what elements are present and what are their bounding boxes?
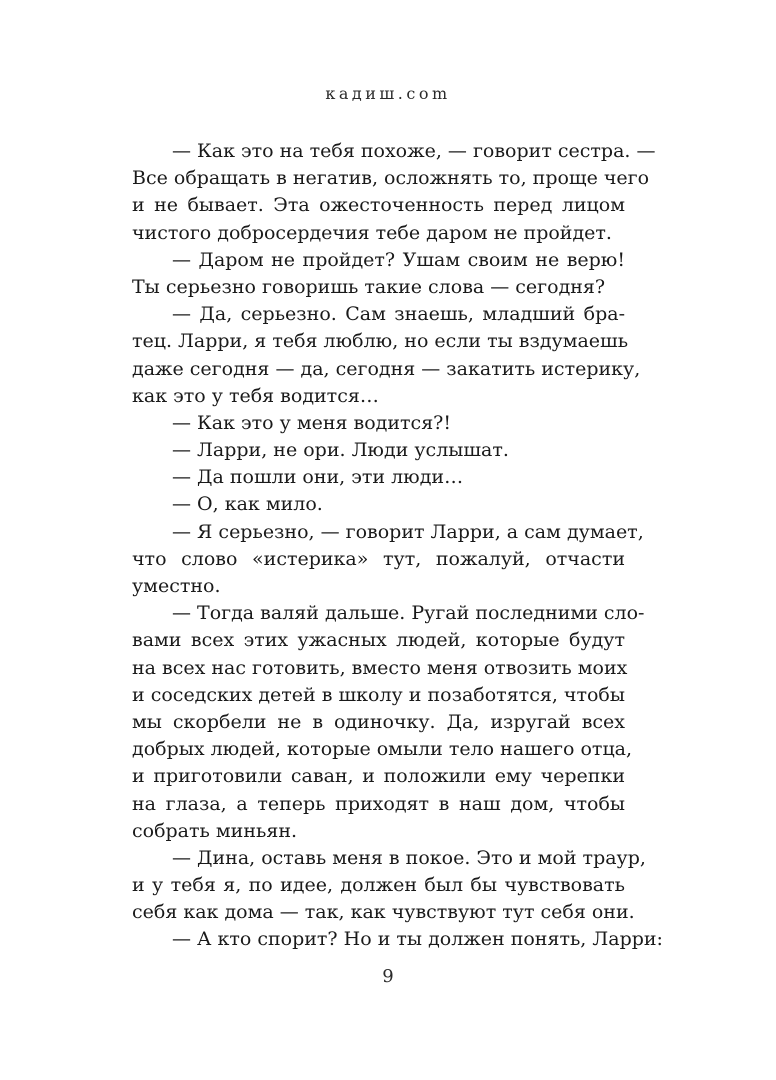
body-text [132,138,663,954]
paragraph-first-line: — Я серьезно, — говорит Ларри, а сам думает, [172,520,644,543]
paragraph-first-line: — Ларри, не ори. Люди услышат. [172,439,509,462]
paragraph-line: чистого добросердечия тебе даром не пройдет. [132,221,612,244]
paragraph-line: на всех нас готовить, вместо меня отвозить моих [132,656,628,679]
page-number: 9 [382,966,394,987]
paragraph-first-line: — Как это у меня водится?! [172,411,452,434]
paragraph-first-line: — Дина, оставь меня в покое. Это и мой траур, [172,846,646,869]
paragraph-first-line: — Да, серьезно. Сам знаешь, младший бра- [172,303,625,326]
paragraph-line: уместно. [132,575,221,597]
paragraph-first-line: — Да пошли они, эти люди… [172,466,464,489]
paragraph-line: и соседских детей в школу и позаботятся, чтобы [132,683,625,706]
paragraph-line: тец. Ларри, я тебя люблю, но если ты вздумаешь [132,330,629,353]
running-head: кадиш.com [325,84,451,103]
paragraph-first-line: — Как это на тебя похоже, — говорит сестра. — [172,140,656,162]
paragraph-line: себя как дома — так, как чувствуют тут себя они. [132,901,635,924]
paragraph-line: что слово «истерика» тут, пожалуй, отчасти [132,547,625,570]
paragraph-line: на глаза, а теперь приходят в наш дом, чтобы [132,792,625,815]
paragraph-first-line: — Тогда валяй дальше. Ругай последними сло- [172,602,645,625]
paragraph-line: мы скорбели не в одиночку. Да, изругай всех [132,710,625,733]
paragraph-first-line: — Даром не пройдет? Ушам своим не верю! [172,248,625,271]
paragraph-line: собрать миньян. [132,819,298,842]
paragraph-line: добрых людей, которые омыли тело нашего отца, [132,738,633,761]
paragraph-line: и у тебя я, по идее, должен был бы чувствовать [132,874,625,897]
paragraph-line: как это у тебя водится… [132,384,379,407]
paragraph-line: Все обращать в негатив, осложнять то, проще чего [132,167,650,190]
paragraph-line: и приготовили саван, и положили ему черепки [132,765,625,788]
paragraph-line: Ты серьезно говоришь такие слова — сегодня? [132,275,606,298]
paragraph-line: даже сегодня — да, сегодня — закатить истерику, [132,357,641,380]
paragraph-line: и не бывает. Эта ожесточенность перед лицом [132,194,625,217]
paragraph-first-line: — О, как мило. [172,493,323,516]
paragraph-line: вами всех этих ужасных людей, которые будут [132,629,625,652]
paragraph-first-line: — А кто спорит? Но и ты должен понять, Ларри: [172,928,663,951]
